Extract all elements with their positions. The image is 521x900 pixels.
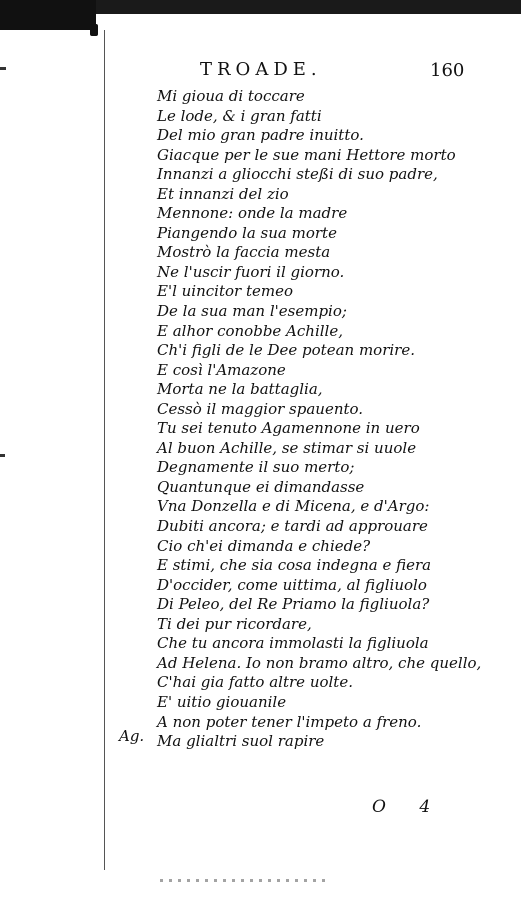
verse-line: E' uitio giouanile [157, 692, 287, 711]
verse-line: Degnamente il suo merto; [157, 458, 355, 477]
verse-line: E alhor conobbe Achille, [157, 321, 343, 340]
page-number: 160 [430, 60, 465, 81]
verse-line: Tu sei tenuto Agamennone in uero [157, 419, 420, 438]
verse-line: Ne l'uscir fuori il giorno. [157, 262, 345, 281]
verse-line: Ma glialtri suol rapire [157, 732, 325, 751]
verse-line: E così l'Amazone [157, 360, 286, 379]
scan-edge-top [96, 0, 521, 14]
verse-text [157, 87, 482, 752]
verse-line: Vna Donzella e di Micena, e d'Argo: [157, 497, 430, 516]
verse-line: Ch'i figli de le Dee potean morire. [157, 341, 415, 360]
bottom-ink-specks [160, 879, 330, 882]
verse-line: Innanzi a gliocchi steßi di suo padre, [157, 165, 438, 184]
verse-line: Giacque per le sue mani Hettore morto [157, 145, 456, 164]
verse-line: Di Peleo, del Re Priamo la figliuola? [157, 595, 430, 614]
gutter-line [104, 30, 105, 870]
scan-edge-tab [90, 24, 98, 36]
verse-line: Mi gioua di toccare [157, 87, 305, 105]
running-title: TROADE. [200, 59, 322, 80]
verse-line: Quantunque ei dimandasse [157, 477, 365, 496]
margin-speck [0, 67, 6, 70]
verse-line: Cio ch'ei dimanda e chiede? [157, 536, 371, 555]
verse-line: Morta ne la battaglia, [157, 380, 323, 399]
verse-line: A non poter tener l'impeto a freno. [157, 712, 422, 731]
speaker-label: Ag. [119, 727, 145, 745]
verse-line: Al buon Achille, se stimar si uuole [157, 438, 417, 457]
verse-line: C'hai gia fatto altre uolte. [157, 673, 353, 692]
verse-line: E'l uincitor temeo [157, 282, 293, 301]
verse-line: Piangendo la sua morte [157, 223, 337, 242]
verse-line: Ti dei pur ricordare, [157, 614, 312, 633]
verse-line: D'occider, come uittima, al figliuolo [157, 575, 427, 594]
margin-speck [0, 454, 5, 457]
verse-line: E stimi, che sia cosa indegna e fiera [157, 556, 432, 575]
verse-line: Et innanzi del zio [157, 184, 289, 203]
verse-line: Dubiti ancora; e tardi ad approuare [157, 517, 428, 536]
verse-line: Del mio gran padre inuitto. [157, 126, 364, 145]
scan-edge-top-left [0, 0, 96, 30]
verse-line: De la sua man l'esempio; [157, 302, 347, 321]
verse-line: Le lode, & i gran fatti [157, 106, 322, 125]
verse-line: Ad Helena. Io non bramo altro, che quello, [157, 653, 482, 672]
verse-line: Che tu ancora immolasti la figliuola [157, 634, 429, 653]
signature-mark: O 4 [372, 797, 445, 817]
verse-line: Mennone: onde la madre [157, 204, 348, 223]
verse-line: Mostrò la faccia mesta [157, 243, 331, 262]
verse-line: Cessò il maggior spauento. [157, 399, 364, 418]
